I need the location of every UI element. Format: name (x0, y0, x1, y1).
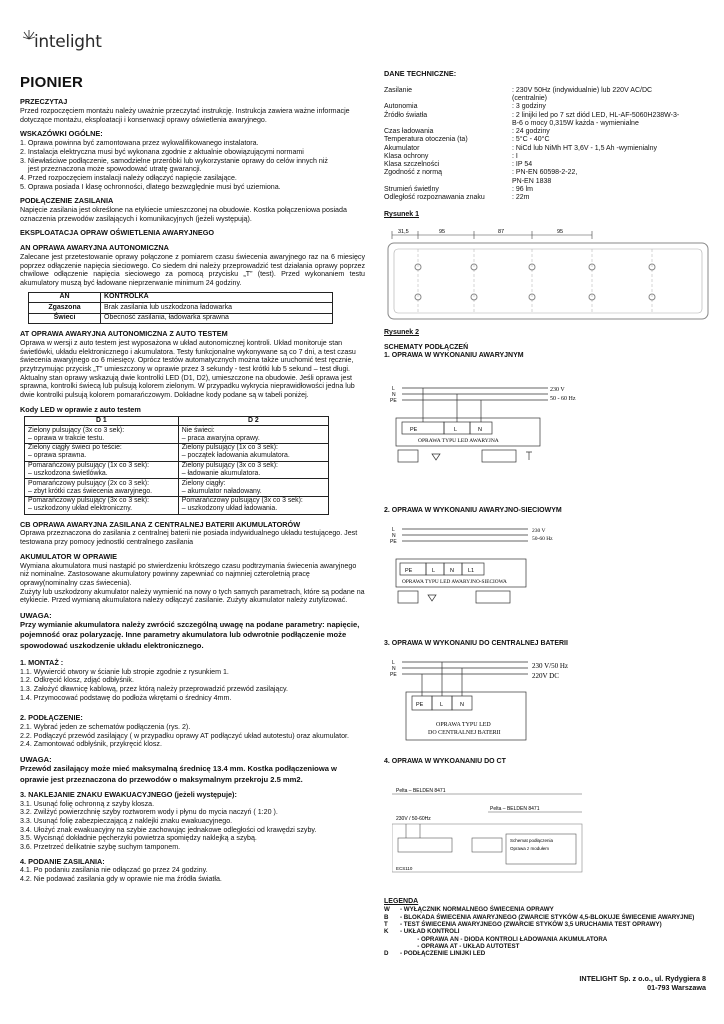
cell-line: Zielony pulsujący (3x co 3 sek): (28, 426, 125, 434)
spec-value: : IP 54 (512, 161, 533, 169)
spec-key: Strumień świetlny (384, 185, 439, 193)
legend-text: - OPRAWA AT - UKŁAD AUTOTEST (400, 942, 520, 950)
spec-row (384, 169, 714, 177)
schema-note: Oprawa z modułem (510, 846, 550, 851)
table-cell (178, 443, 328, 461)
legend-key: B (384, 913, 389, 921)
left-column (20, 74, 365, 884)
legend-key: D (384, 950, 389, 958)
cell-line: – uszkodzona świetlówka. (28, 469, 108, 477)
podlaczenie-text: Napięcie zasilania jest określone na etykiecie umieszczonej na obudowie. Kostka połączeniowa posiada oznaczenia przewodów zasilających i komunikacyjnych (jeżeli występują). (20, 206, 347, 223)
wiring-diagram-1 (388, 382, 588, 478)
spec-row (384, 120, 714, 128)
dim-label: 31,5 (398, 228, 409, 235)
table-cell (25, 496, 179, 514)
table-header: D 2 (178, 416, 328, 426)
terminal-label: L (440, 702, 444, 708)
schemat-1-title: 1. OPRAWA W WYKONANIU AWARYJNYM (384, 352, 524, 360)
spec-row (384, 112, 714, 120)
akumulator-text2: Zużyty lub uszkodzony akumulator należy wymienić na nowy o tych samych parametrach, które są podane na etykiecie. Przed wymianą akumulatora należy odłączyć zasilanie. Zużyty akumulator należy zutylizować. (20, 587, 365, 605)
wire-label: N (392, 392, 396, 398)
spec-key: Czas ładowania (384, 128, 434, 136)
fixture-caption: OPRAWA TYPU LED (436, 722, 491, 728)
legend-text: - OPRAWA AN - DIODA KONTROLI ŁADOWANIA AKUMULATORA (400, 935, 608, 943)
cell-line: – ładowanie akumulatora. (181, 469, 261, 477)
table-cell (25, 461, 179, 479)
podlaczenie-heading: PODŁĄCZENIE ZASILANIA (20, 196, 114, 206)
an-kontrolka-table (28, 292, 333, 325)
wskazowki-heading: WSKAZÓWKI OGÓLNE: (20, 129, 103, 139)
table-cell: Obecność zasilania, ładowarka sprawna (101, 313, 333, 324)
spec-key: Autonomia (384, 103, 418, 111)
wire-label: PE (390, 539, 397, 545)
wire-label: N (392, 666, 396, 672)
frequency-label: 50 - 60 Hz (550, 396, 576, 402)
schemat-4-title: 4. OPRAWA W WYKOANANIU DO CT (384, 758, 506, 765)
podlaczenie2-item: 2.1. Wybrać jeden ze schematów podłączenia (rys. 2). (20, 723, 191, 732)
cell-line: – akumulator naładowany. (181, 487, 262, 495)
wire-label: L (392, 660, 395, 666)
cell-line: – uszkodzony układ ładowania. (181, 505, 278, 513)
eksploatacja-heading: EKSPLOATACJA OPRAW OŚWIETLENIA AWARYJNEGO (20, 228, 215, 238)
at-text: Oprawa w wersji z auto testem jest wyposażona w układ autonomicznej kontroli. Układ monitoruje stan świetlówki, układu elektronicznego i akumulatora. Testy funkcjonalne wykonywane są co 7 dni, a test czasu świecenia awaryjnego co 6 miesięcy. Oprócz testów automatycznych można także uruchomić test ręcznie, przytrzymując przycisk „T” umieszczony w oprawie przez 3 sekundy - test krótki lub 5 sekund – test długi. (20, 339, 356, 374)
specs-list (384, 87, 714, 203)
table-header: KONTROLKA (101, 292, 333, 303)
legend (384, 898, 716, 957)
naklejanie-item: 3.3. Usunąć folię zabezpieczającą z naklejki znaku ewakuacyjnego. (20, 817, 233, 826)
spec-row (384, 153, 714, 161)
uwaga2-heading: UWAGA: (20, 755, 52, 765)
spec-key (384, 95, 512, 103)
voltage-label: 230 V/50 Hz (532, 662, 569, 670)
cell-line: Nie świeci: (181, 426, 215, 434)
uwaga-heading: UWAGA: (20, 610, 52, 620)
rysunek-1-label: Rysunek 1 (384, 211, 420, 218)
spec-value: : 22m (512, 194, 530, 202)
cell-line: – uszkodzony układ elektroniczny. (28, 505, 133, 513)
cable-label: Pelta – BELDEN 8471 (396, 788, 446, 794)
dim-label: 95 (557, 228, 564, 235)
uwaga-text: Przy wymianie akumulatora należy zwrócić szczególną uwagę na podane parametry: napięcie, pojemność oraz polaryzację. Inne parametry akumulatora lub odwrotnie podłączenie może spowodować uszkodzenie układu elektronicznego. (20, 620, 360, 650)
spec-row (384, 95, 714, 103)
led-codes-table (24, 416, 329, 515)
logo-wordmark: intelight (34, 32, 102, 52)
legend-text: - TEST ŚWIECENIA AWARYJNEGO (ZWARCIE STYKÓW 3,5 URUCHAMIA TEST OPRAWY) (400, 920, 662, 928)
dim-label: 95 (439, 228, 446, 235)
schematy-heading: SCHEMATY PODŁĄCZEŃ (384, 343, 469, 351)
dane-heading: DANE TECHNICZNE: (384, 69, 457, 78)
at-heading: AT OPRAWA AWARYJNA AUTONOMICZNA Z AUTO TESTEM (20, 329, 228, 339)
terminal-label: N (478, 427, 482, 433)
montaz-item: 1.4. Przymocować podstawę do podłoża wkrętami o średnicy 4mm. (20, 693, 232, 702)
company-address-line2: 01-793 Warszawa (647, 983, 706, 993)
spec-value: : 230V 50Hz (indywidualnie) lub 220V AC/DC (512, 86, 653, 94)
spec-row (384, 194, 714, 202)
table-header: D 1 (25, 416, 179, 426)
montaz-heading: 1. MONTAŻ : (20, 657, 64, 667)
podanie-heading: 4. PODANIE ZASILANIA: (20, 856, 105, 866)
cell-line: – oprawa w trakcie testu. (28, 434, 105, 442)
spec-key (384, 178, 512, 186)
voltage-label: 230 V (532, 528, 546, 534)
intelight-logo (22, 28, 112, 54)
legend-row (384, 936, 716, 943)
table-cell (178, 496, 328, 514)
mounting-drawing (384, 223, 714, 323)
spec-row (384, 178, 714, 186)
akumulator-text: Wymiana akumulatora musi nastąpić po stwierdzeniu krótszego czasu podtrzymania świecenia awaryjnego niż nominalne. Zastosowane akumulatory powinny zapewniać co najmniej czteroletnią pracę oprawy(nominalny czas świecenia). (20, 561, 357, 587)
cell-line: Pomarańczowy pulsujący (3x co 3 sek): (28, 497, 150, 505)
legend-row (384, 914, 716, 921)
voltage-label: 220V DC (532, 672, 559, 680)
cell-line: Pomarańczowy pulsujący (3x co 3 sek): (181, 497, 303, 505)
naklejanie-item: 3.5. Wycisnąć dokładnie pęcherzyki powietrza spomiędzy naklejką a szybą. (20, 834, 257, 843)
cell-line: Zielony pulsujący (3x co 3 sek): (181, 462, 278, 469)
spec-key: Źródło światła (384, 111, 428, 119)
schema-note: Schemat podłączenia (510, 838, 554, 843)
montaz-item: 1.2. Odkręcić klosz, zdjąć odbłyśnik. (20, 676, 134, 685)
schemat-2-title: 2. OPRAWA W WYKONANIU AWARYJNO-SIECIOWYM (384, 507, 562, 514)
spec-value: PN-EN 1838 (512, 177, 552, 185)
table-cell (178, 426, 328, 444)
spec-value: : 3 godziny (512, 103, 546, 111)
table-cell (25, 479, 179, 497)
cable-label: Pelta – BELDEN 8471 (490, 806, 540, 812)
legend-key (384, 943, 400, 950)
terminal-label: L1 (468, 568, 475, 574)
table-cell (178, 461, 328, 479)
przeczytaj-heading: PRZECZYTAJ (20, 97, 68, 107)
montaz-item: 1.3. Założyć dławnicę kablową, przez którą należy przeprowadzić przewód zasilający. (20, 685, 288, 694)
legend-key: K (384, 928, 389, 936)
at-text2: Aktualny stan oprawy wskazują dwie kontrolki LED (D1, D2), umieszczone na obudowie. Jeśli oprawa jest sprawna, kontrolki świecą lub pulsują kolorem zielonym. W przypadku wykrycia nieprawidłowości jedna lub dwie kontrolki pulsują kolorem pomarańczowym. Dokładne kody podane są w tabeli poniżej. (20, 373, 355, 400)
cb-text: Oprawa przeznaczona do zasilania z centralnej baterii nie posiada indywidualnego układu testującego. Jest testowana przy pomocy jednostki centralnego zasilania (20, 529, 358, 547)
table-cell: Brak zasilania lub uszkodzona ładowarka (101, 303, 333, 314)
table-cell: Świeci (29, 313, 101, 324)
fixture-caption: DO CENTRALNEJ BATERII (428, 730, 501, 736)
table-cell (178, 479, 328, 497)
cell-line: Zielony ciągły świeci po teście: (28, 444, 122, 452)
montaz-item: 1.1. Wywiercić otwory w ścianie lub stropie zgodnie z rysunkiem 1. (20, 667, 229, 676)
wskazowki-item: 5. Oprawa posiada I klasę ochronności, dlatego bezwzględnie musi być uziemiona. (20, 182, 281, 191)
naklejanie-item: 3.4. Ułożyć znak ewakuacyjny na szybie zachowując jednakowe odległości od krawędzi szyby. (20, 825, 317, 834)
podlaczenie2-item: 2.4. Zamontować odbłyśnik, przykręcić klosz. (20, 740, 162, 749)
schemat-3-title: 3. OPRAWA W WYKONANIU DO CENTRALNEJ BATERII (384, 640, 568, 647)
legend-text: - PODŁĄCZENIE LINIJKI LED (400, 950, 486, 958)
akumulator-heading: AKUMULATOR W OPRAWIE (20, 551, 118, 561)
legend-text: - UKŁAD KONTROLI (400, 928, 460, 936)
dim-label: 87 (498, 228, 505, 235)
cell-line: – oprawa sprawna. (28, 452, 87, 460)
uwaga2-text: Przewód zasilający może mieć maksymalną średnicę 13.4 mm. Kostka podłączeniowa w oprawie jest przeznaczona do przewodów o maksymalnym przekroju 2.5 mm2. (20, 764, 337, 784)
podanie-item: 4.2. Nie podawać zasilania gdy w oprawie nie ma źródła światła. (20, 875, 222, 884)
legend-heading: LEGENDA (384, 898, 419, 905)
spec-value: (centralnie) (512, 95, 548, 103)
podlaczenie2-item: 2.2. Podłączyć przewód zasilający ( w przypadku oprawy AT podłączyć układ autotestu) oraz akumulator. (20, 731, 349, 740)
spec-key: Zgodność z normą (384, 169, 442, 177)
legend-key: T (384, 920, 388, 928)
wiring-diagram-4 (392, 784, 588, 880)
table-cell (25, 426, 179, 444)
legend-key (384, 936, 400, 943)
spec-row (384, 145, 714, 153)
terminal-label: PE (410, 427, 418, 433)
right-column (384, 70, 714, 202)
legend-key: W (384, 906, 390, 914)
spec-value: : 24 godziny (512, 128, 550, 136)
cell-line: – praca awaryjna oprawy. (181, 434, 260, 442)
spec-key: Klasa szczelności (384, 161, 440, 169)
cell-line: Zielony pulsujący (1x co 3 sek): (181, 444, 278, 452)
wire-label: N (392, 533, 396, 539)
rysunek-1 (384, 211, 714, 325)
table-header: AN (29, 292, 101, 303)
spec-value: : PN-EN 60598-2-22, (512, 169, 578, 177)
fixture-caption: OPRAWA TYPU LED AWARYJNA (418, 438, 499, 444)
cell-line: Zielony ciągły: (181, 479, 226, 487)
cell-line: – zbyt krótki czas świecenia awaryjnego. (28, 487, 153, 495)
terminal-label: L (454, 427, 458, 433)
cell-line: Pomarańczowy pulsujący (1x co 3 sek): (28, 462, 150, 469)
wiring-diagram-2 (388, 523, 588, 619)
document-title: PIONIER (20, 74, 84, 91)
an-heading: AN OPRAWA AWARYJNA AUTONOMICZNA (20, 243, 169, 253)
legend-row (384, 950, 716, 957)
company-footer (579, 974, 706, 993)
wire-label: PE (390, 398, 397, 404)
spec-row (384, 103, 714, 111)
legend-row (384, 943, 716, 950)
terminal-label: PE (416, 702, 424, 708)
spec-value: B-6 o mocy 0,315W każda - wymienialne (512, 119, 639, 127)
wskazowki-item: 3. Niewłaściwe podłączenie, samodzielne przeróbki lub wykorzystanie oprawy do celów innych niż (20, 156, 328, 165)
cell-line: – początek ładowania akumulatora. (181, 452, 290, 460)
legend-text: - WYŁĄCZNIK NORMALNEGO ŚWIECENIA OPRAWY (400, 906, 554, 914)
wire-label: L (392, 527, 395, 533)
fixture-caption: OPRAWA TYPU LED AWARYJNO-SIECIOWA (402, 579, 507, 585)
legend-row (384, 928, 716, 935)
legend-text: - BLOKADA ŚWIECENIA AWARYJNEGO (ZWARCIE STYKÓW 4,5-BLOKUJE ŚWIECENIE AWARYJNE) (400, 913, 695, 921)
table-cell: Zgaszona (29, 303, 101, 314)
spec-value: : I (512, 152, 518, 160)
an-text: Zalecane jest przetestowanie oprawy połączone z pomiarem czasu świecenia awaryjnego raz na 6 miesięcy poprzez odłączenie napięcia sieciowego. Co siedem dni należy przeprowadzić test działania oprawy poprzez chwilowe odłączenie napięcia sieciowego za pomocą przycisku „T” (test). Przed wykonaniem testu akumulatory muszą być ładowane nieprzerwanie minimum 24 godziny. (20, 253, 365, 288)
terminal-label: N (460, 702, 464, 708)
wskazowki-item: 2. Instalacja elektryczna musi być wykonana zgodnie z aktualnie obowiązującymi normami (20, 148, 304, 156)
voltage-label: 230V / 50-60Hz (396, 816, 431, 822)
wire-label: PE (390, 672, 397, 678)
spec-key: Odległość rozpoznawania znaku (384, 194, 485, 202)
spec-key (384, 120, 512, 128)
spec-row (384, 87, 714, 95)
terminal-label: PE (405, 568, 413, 574)
cb-heading: CB OPRAWA AWARYJNA ZASILANA Z CENTRALNEJ BATERII AKUMULATORÓW (20, 519, 301, 529)
rysunek-2-label: Rysunek 2 (384, 329, 420, 336)
podanie-item: 4.1. Po podaniu zasilania nie odłączać go przez 24 godziny. (20, 866, 208, 875)
legend-row (384, 906, 716, 913)
spec-row (384, 161, 714, 169)
wskazowki-item: 4. Przed rozpoczęciem instalacji należy odłączyć napięcie zasilające. (20, 173, 237, 182)
naklejanie-item: 3.6. Przetrzeć delikatnie szybę suchym tamponem. (20, 842, 181, 851)
naklejanie-heading: 3. NAKLEJANIE ZNAKU EWAKUACYJNEGO (jeżeli występuje): (20, 789, 237, 799)
spec-row (384, 186, 714, 194)
terminal-label: N (450, 568, 454, 574)
spec-value: : 96 lm (512, 185, 534, 193)
terminal-label: L (432, 568, 436, 574)
voltage-label: 230 V (550, 387, 565, 393)
spec-value: : 5°C - 40°C (512, 136, 550, 144)
przeczytaj-text: Przed rozpoczęciem montażu należy uważnie przeczytać instrukcję. Instrukcja zawiera ważne informacje dotyczące montażu, eksploatacji i konserwacji oprawy oświetlenia awaryjnego. (20, 107, 350, 124)
spec-key: Akumulator (384, 144, 420, 152)
wskazowki-item: 1. Oprawa powinna być zamontowana przez wykwalifikowanego instalatora. (20, 139, 259, 148)
rysunek-2-section (384, 329, 714, 361)
spec-value: : NiCd lub NiMh HT 3,6V - 1,5 Ah -wymienialny (512, 144, 657, 152)
spec-row (384, 136, 714, 144)
module-label: ECS110 (396, 866, 413, 871)
kody-heading: Kody LED w oprawie z auto testem (20, 404, 141, 414)
wire-label: L (392, 386, 395, 392)
cell-line: Pomarańczowy pulsujący (2x co 3 sek): (28, 479, 150, 487)
spec-value: : 2 linijki led po 7 szt diód LED, HL-AF-5060H238W-3- (512, 111, 680, 119)
frequency-label: 50-60 Hz (532, 536, 553, 542)
spec-key: Klasa ochrony (384, 152, 429, 160)
spec-key: Zasilanie (384, 86, 413, 94)
legend-row (384, 921, 716, 928)
podlaczenie2-heading: 2. PODŁĄCZENIE: (20, 713, 83, 723)
wskazowki-item: jest przeznaczona może spowodować utratę gwarancji. (28, 165, 202, 174)
company-address-line1: INTELIGHT Sp. z o.o., ul. Rydygiera 8 (579, 974, 706, 983)
naklejanie-item: 3.2. Zwilżyć powierzchnię szyby roztworem wody i płynu do mycia naczyń ( 1:20 ). (20, 808, 278, 817)
naklejanie-item: 3.1. Usunąć folię ochronną z szyby klosza. (20, 799, 155, 808)
spec-key: Temperatura otoczenia (ta) (384, 136, 468, 144)
table-cell (25, 443, 179, 461)
wiring-diagram-3 (388, 656, 588, 748)
